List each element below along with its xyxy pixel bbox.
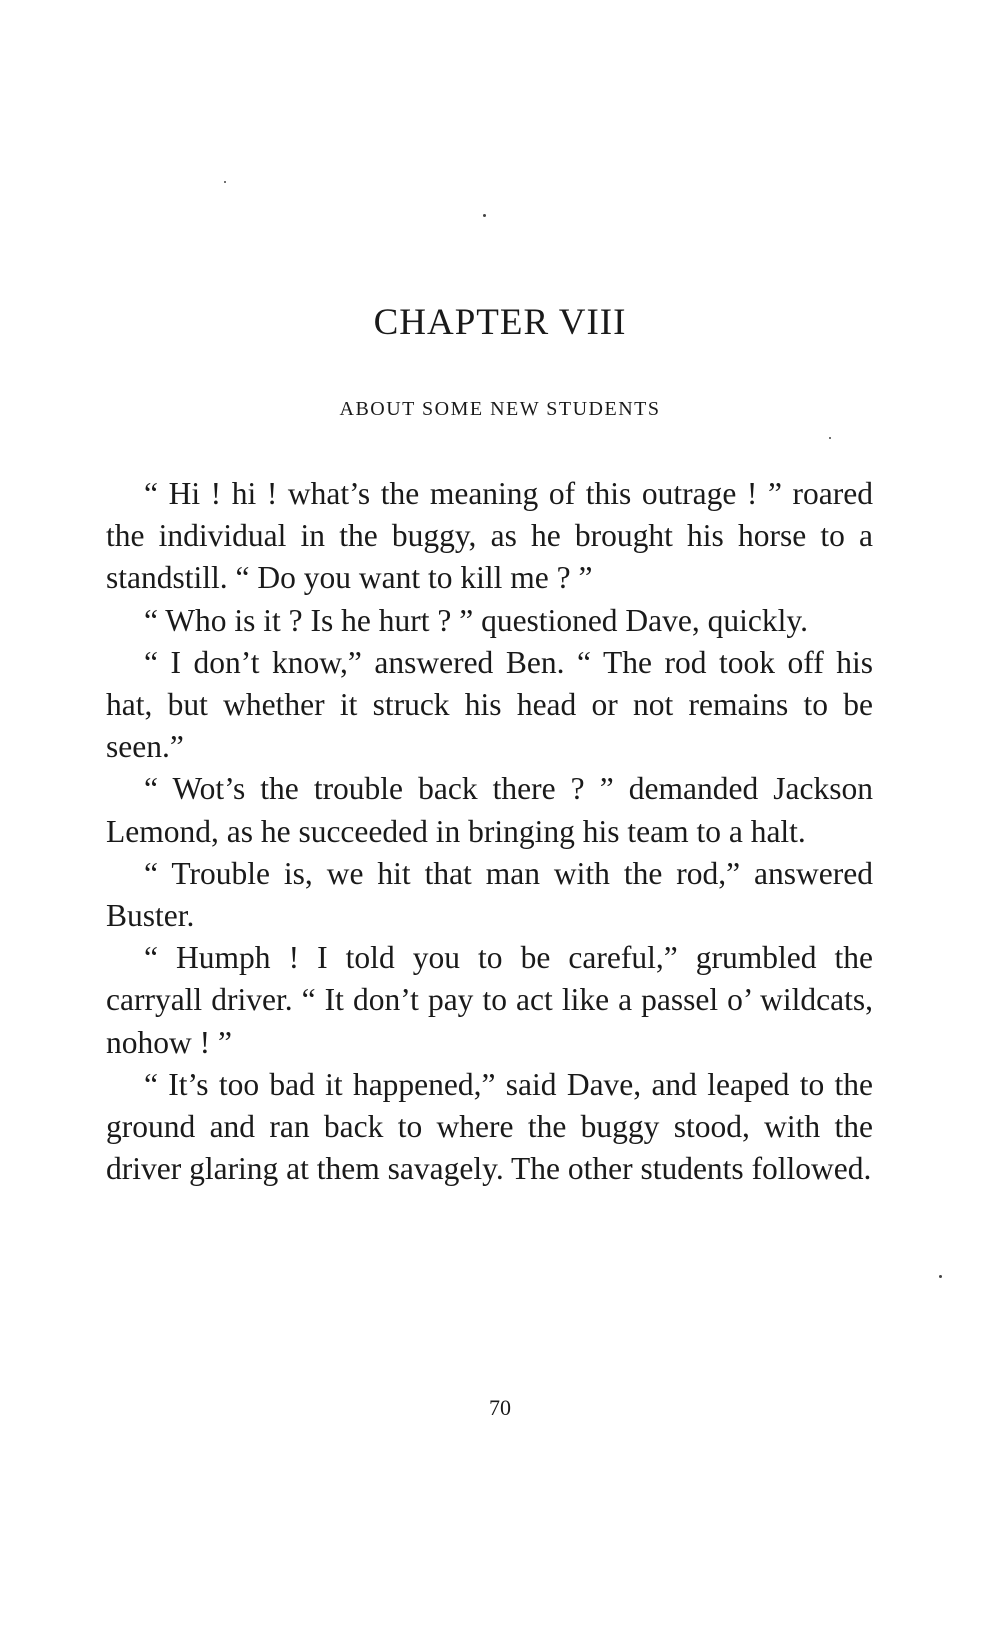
paragraph: “ Hi ! hi ! what’s the meaning of this outrage ! ” roared the individual in the buggy, as he brought his horse to a standstill. “ Do you want to kill me ? ” [106,476,873,596]
print-speck [224,181,226,183]
paragraph: “ Trouble is, we hit that man with the rod,” answered Buster. [106,855,873,934]
chapter-heading: CHAPTER VIII [373,302,627,343]
paragraph: “ Humph ! I told you to be careful,” grumbled the carryall driver. “ It don’t pay to act like a passel o’ wildcats, nohow ! ” [106,940,873,1060]
paragraph: “ I don’t know,” answered Ben. “ The rod took off his hat, but whether it struck his head or not remains to be seen.” [106,644,873,765]
chapter-subtitle: ABOUT SOME NEW STUDENTS [339,398,661,420]
body-text [106,473,873,1190]
paragraph: “ Wot’s the trouble back there ? ” demanded Jackson Lemond, as he succeeded in bringing his team to a halt. [106,771,873,849]
paragraph: “ It’s too bad it happened,” said Dave, and leaped to the ground and ran back to where the buggy stood, with the driver glaring at them savagely. The other students followed. [106,1066,873,1187]
print-speck [829,437,831,439]
print-speck [483,214,486,217]
page-number: 70 [489,1395,511,1420]
paragraph: “ Who is it ? Is he hurt ? ” questioned Dave, quickly. [144,602,808,638]
print-speck [939,1275,942,1278]
